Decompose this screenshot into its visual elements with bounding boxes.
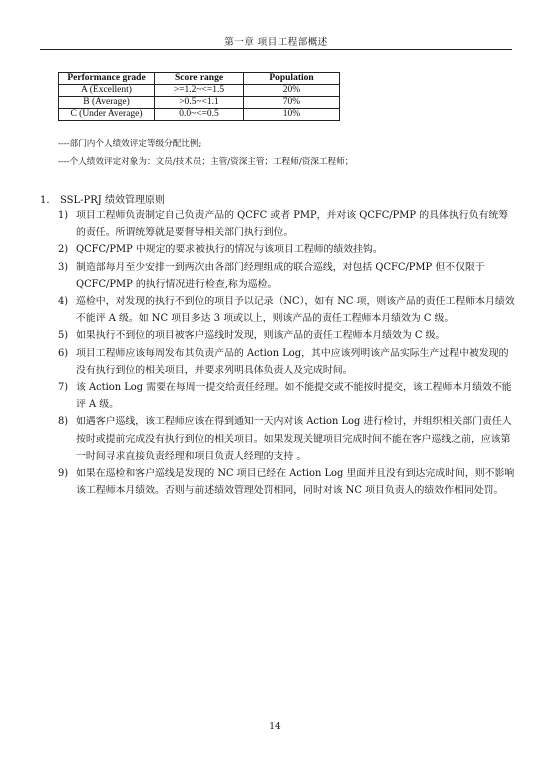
evaluation-scope-note: ----个人绩效评定对象为：文员/技术员；主管/资深主管；工程师/资深工程师； bbox=[58, 157, 354, 167]
item-marker: 5) bbox=[58, 330, 69, 342]
principles-list bbox=[58, 207, 516, 499]
score-range-cell: >=1.2~<=1.5 bbox=[155, 85, 244, 97]
list-item bbox=[58, 327, 516, 344]
table-row bbox=[59, 85, 340, 97]
population-cell: 70% bbox=[244, 97, 340, 109]
column-header-population: Population bbox=[244, 73, 340, 85]
item-text: 如果在巡检和客户巡线是发现的 NC 项目已经在 Action Log 里面并且没有到达完成时间，则不影响该工程师本月绩效。否则与前述绩效管理处罚相同，同时对该 NC 项目负责人的绩效作相同处罚。 bbox=[76, 468, 515, 497]
grade-cell: A (Excellent) bbox=[59, 85, 155, 97]
item-marker: 4) bbox=[58, 296, 69, 308]
item-text: 巡检中，对发现的执行不到位的项目予以记录（NC），如有 NC 项，则该产品的责任工程师本月绩效不能评 A 级。如 NC 项目多达 3 项或以上，则该产品的责任工程师本月绩效为 C 级。 bbox=[76, 296, 515, 325]
table-row bbox=[59, 97, 340, 109]
score-range-cell: 0.0~<=0.5 bbox=[155, 109, 244, 121]
grade-cell: C (Under Average) bbox=[59, 109, 155, 121]
population-cell: 10% bbox=[244, 109, 340, 121]
item-text: 该 Action Log 需要在每周一提交给责任经理。如不能提交或不能按时提交，该工程师本月绩效不能评 A 级。 bbox=[76, 382, 512, 411]
score-range-cell: >0.5~<1.1 bbox=[155, 97, 244, 109]
item-marker: 6) bbox=[58, 347, 69, 359]
item-text: 如遇客户巡线，该工程师应该在得到通知一天内对该 Action Log 进行检讨，并组织相关部门责任人按时或提前完成没有执行到位的相关项目。如果发现关键项目完成时间不能在客户巡线之前，应该第一时间寻求直接负责经理和项目负责人经理的支持 。 bbox=[76, 416, 512, 462]
list-item bbox=[58, 345, 516, 379]
page-header: 第一章 项目工程部概述 bbox=[224, 37, 328, 48]
item-text: 项目工程师应该每周发布其负责产品的 Action Log，其中应该列明该产品实际生产过程中被发现的没有执行到位的相关项目，并要求列明具体负责人及完成时间。 bbox=[76, 347, 509, 376]
section-heading bbox=[40, 191, 165, 206]
list-item bbox=[58, 293, 516, 327]
item-text: 项目工程师负责制定自己负责产品的 QCFC 或者 PMP，并对该 QCFC/PMP 的具体执行负有统筹的责任。所谓统筹就是要督导相关部门执行到位。 bbox=[76, 210, 509, 239]
performance-grade-table bbox=[58, 72, 340, 121]
item-marker: 3) bbox=[58, 261, 69, 273]
column-header-grade: Performance grade bbox=[59, 73, 155, 85]
column-header-score-range: Score range bbox=[155, 73, 244, 85]
distribution-note: ----部门内个人绩效评定等级分配比例; bbox=[58, 139, 202, 149]
table-row bbox=[59, 109, 340, 121]
table-header-row bbox=[59, 73, 340, 85]
item-text: 如果执行不到位的项目被客户巡线时发现，则该产品的责任工程师本月绩效为 C 级。 bbox=[76, 330, 446, 342]
grade-cell: B (Average) bbox=[59, 97, 155, 109]
population-cell: 20% bbox=[244, 85, 340, 97]
item-marker: 7) bbox=[58, 382, 69, 394]
item-text: 制造部每月至少安排一到两次由各部门经理组成的联合巡线，对包括 QCFC/PMP 但不仅限于 QCFC/PMP 的执行情况进行检查,称为巡检。 bbox=[76, 261, 485, 290]
header-divider bbox=[40, 49, 512, 50]
list-item bbox=[58, 413, 516, 465]
item-marker: 9) bbox=[58, 468, 69, 480]
section-title: SSL-PRJ 绩效管理原则 bbox=[60, 195, 165, 206]
item-text: QCFC/PMP 中规定的要求被执行的情况与该项目工程师的绩效挂钩。 bbox=[76, 244, 383, 256]
section-number: 1. bbox=[40, 195, 50, 206]
list-item bbox=[58, 241, 516, 258]
item-marker: 1) bbox=[58, 210, 69, 221]
item-marker: 8) bbox=[58, 416, 69, 428]
list-item bbox=[58, 379, 516, 413]
list-item bbox=[58, 259, 516, 293]
item-marker: 2) bbox=[58, 244, 69, 256]
page-number: 14 bbox=[269, 722, 281, 732]
list-item bbox=[58, 207, 516, 241]
list-item bbox=[58, 465, 516, 499]
